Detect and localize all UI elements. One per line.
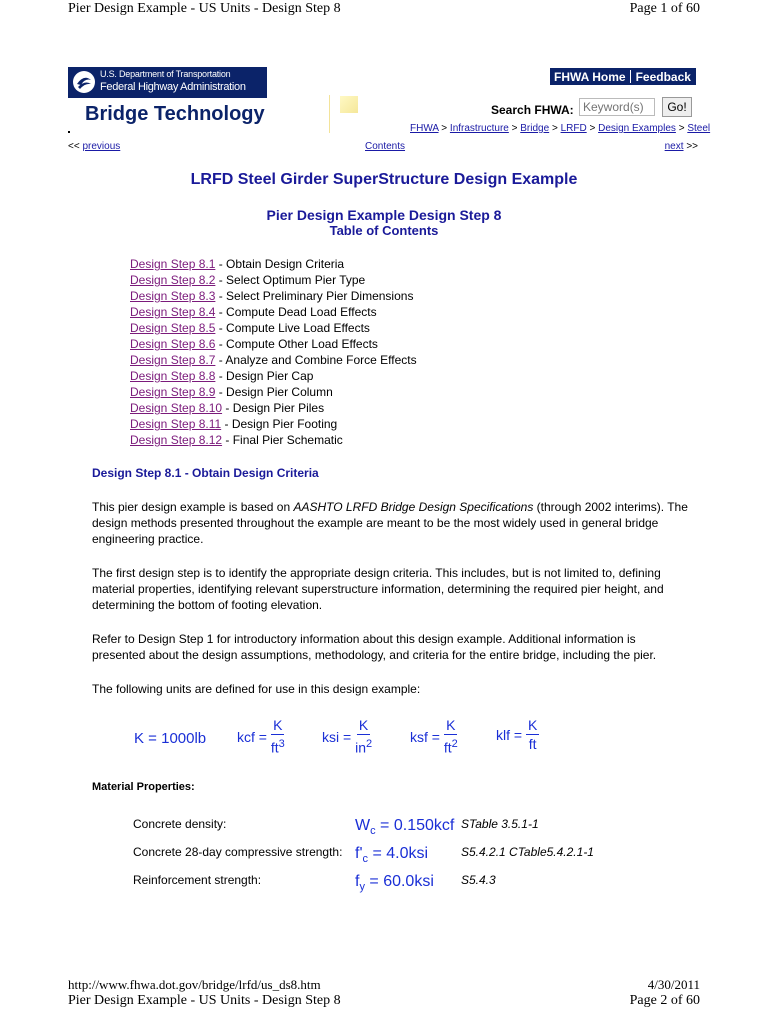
previous-link[interactable]: previous xyxy=(82,141,121,152)
print-footer-date: 4/30/2011 xyxy=(647,977,700,992)
wc-value: = 0.150kcf xyxy=(375,817,455,834)
kcf-den-base: ft xyxy=(270,739,279,756)
concrete-density-label: Concrete density: xyxy=(133,817,227,831)
sub-title: Pier Design Example Design Step 8 xyxy=(266,207,502,223)
reinforcement-strength-ref: S5.4.3 xyxy=(461,873,496,887)
toc-item xyxy=(130,400,324,416)
breadcrumb xyxy=(410,123,710,134)
breadcrumb-lrfd[interactable]: LRFD xyxy=(560,123,587,134)
toc-item-text: - Compute Dead Load Effects xyxy=(215,305,377,319)
breadcrumb-bridge[interactable]: Bridge xyxy=(520,123,550,134)
concrete-density-value xyxy=(355,817,454,837)
stray-dot xyxy=(68,131,70,133)
nav-next xyxy=(665,141,698,152)
toc-link-8-10[interactable]: Design Step 8.10 xyxy=(130,401,223,415)
breadcrumb-infrastructure[interactable]: Infrastructure xyxy=(449,123,509,134)
toc-item xyxy=(130,432,343,448)
toc-item-text: - Compute Other Load Effects xyxy=(215,337,378,351)
breadcrumb-steel[interactable]: Steel xyxy=(687,123,711,134)
breadcrumb-fhwa[interactable]: FHWA xyxy=(410,123,439,134)
breadcrumb-sep: > xyxy=(511,123,518,134)
banner-divider xyxy=(329,95,330,133)
toc-link-8-8[interactable]: Design Step 8.8 xyxy=(130,369,216,383)
print-footer-page: Page 2 of 60 xyxy=(629,993,700,1008)
toc-link-8-4[interactable]: Design Step 8.4 xyxy=(130,305,216,319)
ksi-fraction xyxy=(355,716,372,757)
toc-item-text: - Select Preliminary Pier Dimensions xyxy=(215,289,414,303)
ksf-num: K xyxy=(446,717,456,733)
ksf-den-exp: 2 xyxy=(451,738,458,750)
material-heading: Material Properties: xyxy=(92,781,195,793)
contents-link xyxy=(365,141,405,152)
toc-item xyxy=(130,288,413,304)
print-footer-url: http://www.fhwa.dot.gov/bridge/lrfd/us_ds8.htm xyxy=(68,977,321,992)
paragraph-4: The following units are defined for use in this design example: xyxy=(92,682,421,696)
ksi-lhs: ksi = xyxy=(322,729,352,746)
next-link[interactable]: next xyxy=(664,141,684,152)
toc-link-8-11[interactable]: Design Step 8.11 xyxy=(130,417,222,431)
klf-den: ft xyxy=(528,736,537,752)
toc-link-8-2[interactable]: Design Step 8.2 xyxy=(130,273,216,287)
print-header-page: Page 1 of 60 xyxy=(629,1,700,16)
toc-link-8-1[interactable]: Design Step 8.1 xyxy=(130,257,216,271)
reinforcement-strength-value xyxy=(355,873,434,893)
print-header-title: Pier Design Example - US Units - Design Step 8 xyxy=(68,1,341,16)
concrete-strength-ref: S5.4.2.1 CTable5.4.2.1-1 xyxy=(461,845,594,859)
toc-item-text: - Design Pier Column xyxy=(215,385,333,399)
unit-klf xyxy=(496,718,539,755)
toc-title: Table of Contents xyxy=(329,223,439,238)
unit-ksi xyxy=(322,718,372,759)
search-go-button[interactable]: Go! xyxy=(662,97,692,117)
toc-link-8-9[interactable]: Design Step 8.9 xyxy=(130,385,216,399)
concrete-strength-label: Concrete 28-day compressive strength: xyxy=(133,845,343,859)
section-heading: Design Step 8.1 - Obtain Design Criteria xyxy=(92,466,319,480)
wc-symbol: W xyxy=(355,817,371,834)
toc-item xyxy=(130,336,378,352)
reinforcement-strength-label: Reinforcement strength: xyxy=(133,873,262,887)
toc-item xyxy=(130,320,370,336)
toc-item xyxy=(130,256,344,272)
breadcrumb-sep: > xyxy=(441,123,448,134)
dot-seal-icon xyxy=(72,70,96,94)
breadcrumb-sep: > xyxy=(678,123,685,134)
ksf-den-base: ft xyxy=(443,739,452,756)
top-link-bar xyxy=(550,68,696,85)
toc-link-8-5[interactable]: Design Step 8.5 xyxy=(130,321,216,335)
klf-num: K xyxy=(527,717,538,733)
para1-before: This pier design example is based on xyxy=(92,500,294,514)
main-title: LRFD Steel Girder SuperStructure Design Example xyxy=(190,171,578,188)
toc-item xyxy=(130,304,377,320)
paragraph-1 xyxy=(92,499,692,547)
fc-value: = 4.0ksi xyxy=(368,845,429,862)
ksf-den xyxy=(444,735,458,757)
breadcrumb-sep: > xyxy=(589,123,596,134)
next-arrows: >> xyxy=(686,141,698,152)
toc-item-text: - Design Pier Cap xyxy=(215,369,314,383)
fy-subscript: y xyxy=(359,881,365,894)
toc-item-text: - Compute Live Load Effects xyxy=(215,321,370,335)
toc-item xyxy=(130,416,337,432)
feedback-link[interactable]: Feedback xyxy=(635,69,691,84)
ksf-lhs: ksf = xyxy=(410,729,440,746)
paragraph-2: The first design step is to identify the appropriate design criteria. This includes, but is not limited to, defining material properties, identifying relevant superstructure information, determining the required pier height, and determining the bottom of footing elevation. xyxy=(92,566,664,612)
fhwa-home-link[interactable]: FHWA Home xyxy=(554,69,626,84)
breadcrumb-design-examples[interactable]: Design Examples xyxy=(598,123,676,134)
search-input[interactable] xyxy=(579,98,655,116)
ksi-den-base: in xyxy=(355,739,366,756)
toc-item-text: - Obtain Design Criteria xyxy=(215,257,345,271)
logo-line1: U.S. Department of Transportation xyxy=(100,69,231,79)
kcf-fraction xyxy=(271,716,285,757)
toc-item xyxy=(130,272,365,288)
breadcrumb-sep: > xyxy=(551,123,558,134)
toc-item xyxy=(130,384,333,400)
paragraph-3: Refer to Design Step 1 for introductory information about this design example. Additional information is presented about the design assumptions, methodology, and criteria for the entire bridge, including the pier. xyxy=(92,632,657,662)
fy-symbol: f xyxy=(355,873,360,890)
klf-lhs: klf = xyxy=(496,727,523,744)
kcf-den-exp: 3 xyxy=(278,738,285,750)
klf-fraction xyxy=(526,716,539,753)
toc-item-text: - Select Optimum Pier Type xyxy=(215,273,366,287)
ksi-num: K xyxy=(358,717,369,733)
toc-link-8-6[interactable]: Design Step 8.6 xyxy=(130,337,216,351)
prev-arrows: << xyxy=(68,141,80,152)
ksi-den-exp: 2 xyxy=(365,738,373,750)
fhwa-logo[interactable] xyxy=(68,67,267,98)
fc-symbol: f' xyxy=(355,845,363,862)
print-footer-title: Pier Design Example - US Units - Design Step 8 xyxy=(68,993,341,1008)
concrete-strength-value xyxy=(355,845,428,865)
fy-value: = 60.0ksi xyxy=(364,873,434,890)
toc-item-text: - Design Pier Footing xyxy=(221,417,338,431)
contents-link-text[interactable]: Contents xyxy=(365,141,406,152)
kcf-num: K xyxy=(273,717,283,733)
toc-link-8-7[interactable]: Design Step 8.7 xyxy=(130,353,216,367)
para1-spec-title: AASHTO LRFD Bridge Design Specifications xyxy=(293,500,534,514)
toc-item-text: - Analyze and Combine Force Effects xyxy=(215,353,417,367)
toc-link-8-3[interactable]: Design Step 8.3 xyxy=(130,289,216,303)
toc-item-text: - Final Pier Schematic xyxy=(222,433,343,447)
ksf-fraction xyxy=(444,716,458,757)
toc-item-text: - Design Pier Piles xyxy=(222,401,325,415)
kcf-lhs: kcf = xyxy=(237,729,267,746)
banner-graphic xyxy=(340,96,358,113)
logo-line2: Federal Highway Administration xyxy=(100,81,246,93)
unit-k: K = 1000lb xyxy=(134,730,207,747)
concrete-density-ref: STable 3.5.1-1 xyxy=(461,817,539,831)
toc-link-8-12[interactable]: Design Step 8.12 xyxy=(130,433,223,447)
unit-kcf xyxy=(237,718,285,759)
toc-item xyxy=(130,368,313,384)
para1-after: (through 2002 interims). The design methods presented throughout the example are meant to be the most widely used in general bridge engineering practice. xyxy=(92,500,688,546)
fc-subscript: c xyxy=(362,853,368,866)
nav-previous xyxy=(68,141,120,152)
unit-ksf xyxy=(410,718,458,759)
search-label: Search FHWA: xyxy=(491,103,574,117)
toc-item xyxy=(130,352,417,368)
site-title: Bridge Technology xyxy=(85,103,265,125)
ksi-den xyxy=(355,735,372,757)
wc-subscript: c xyxy=(370,825,376,838)
kcf-den xyxy=(271,735,285,757)
